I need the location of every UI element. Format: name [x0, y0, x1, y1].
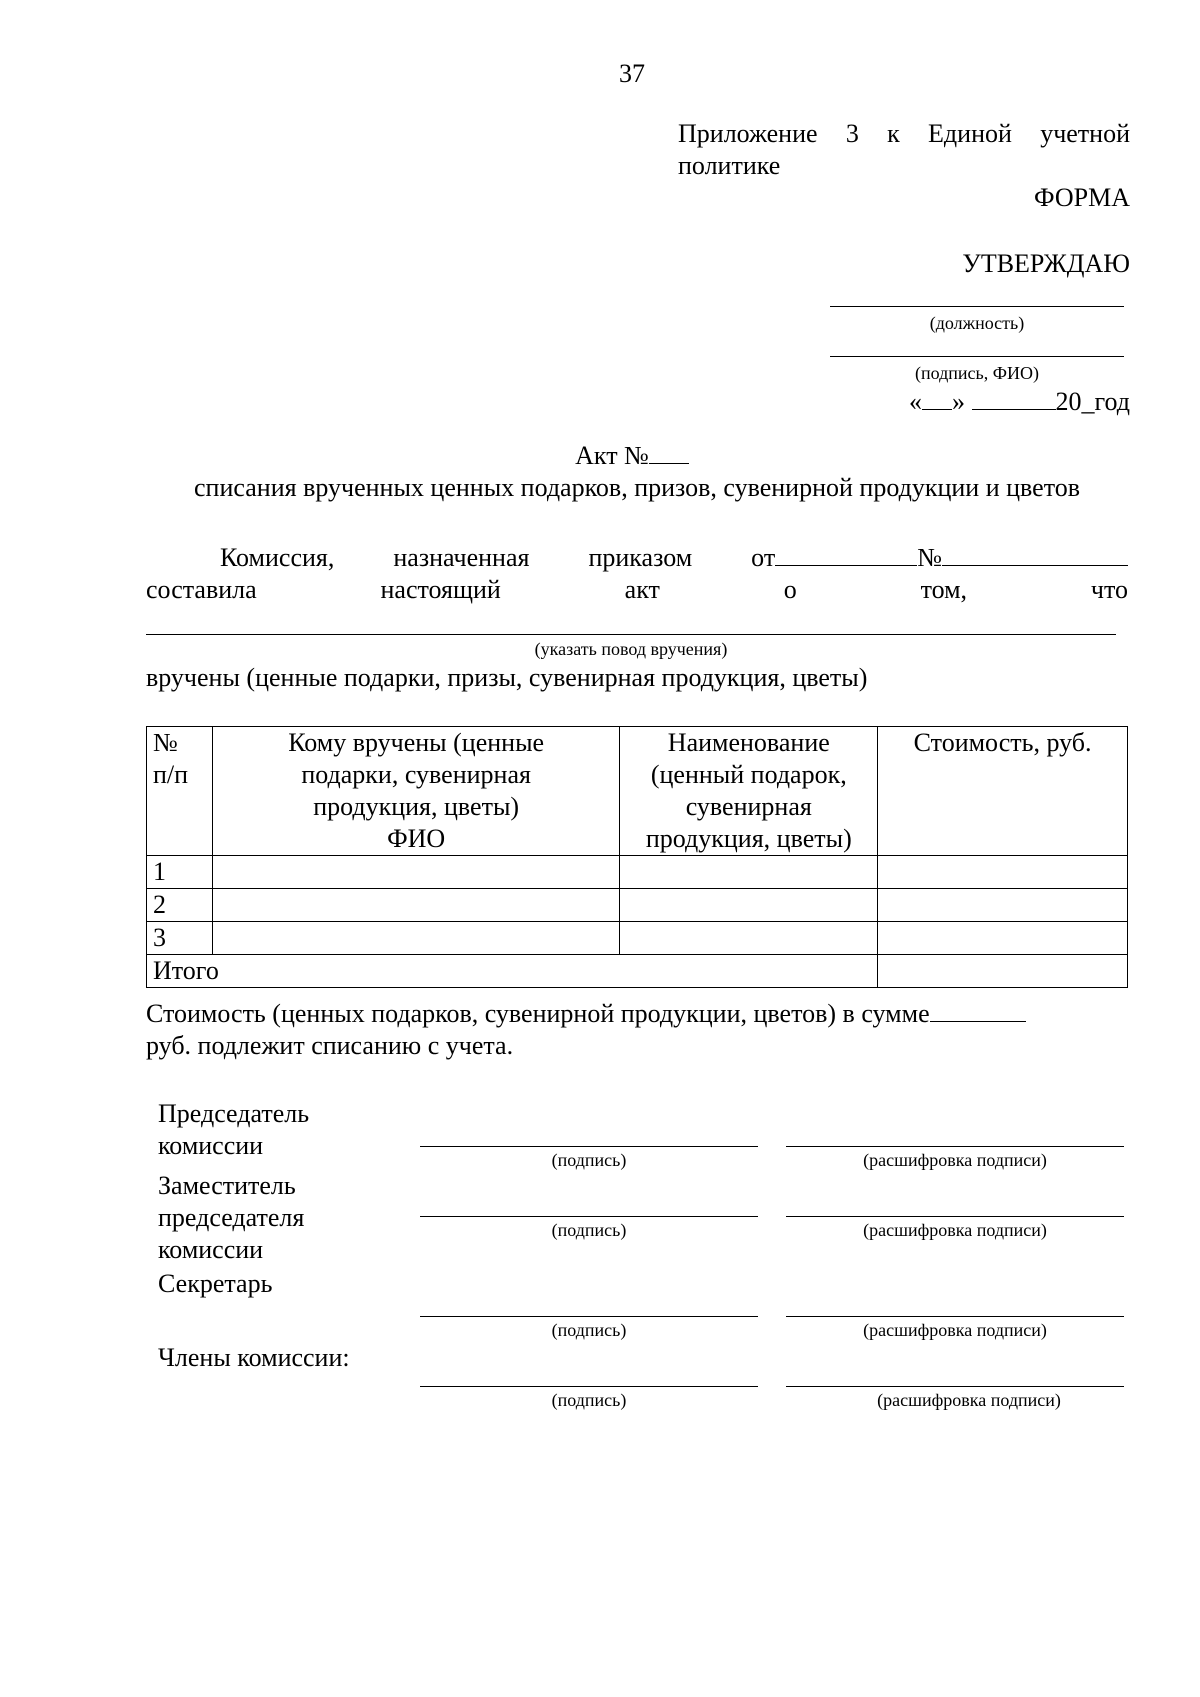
gifts-table: [146, 726, 1128, 988]
secretary-label: Секретарь: [158, 1269, 273, 1298]
year-suffix: _год: [1081, 387, 1130, 416]
secretary-signature-line[interactable]: [420, 1316, 758, 1317]
act-number-blank[interactable]: [649, 441, 689, 464]
header-item-name: [620, 727, 878, 856]
approval-date: [909, 386, 1130, 418]
position-field-line[interactable]: [830, 306, 1124, 307]
decoding-caption: (расшифровка подписи): [863, 1320, 1047, 1340]
cost-cell[interactable]: [878, 922, 1128, 955]
chairman-label-line: комиссии: [158, 1131, 264, 1160]
commission-word: том,: [920, 575, 968, 604]
chairman-decoding-line[interactable]: [786, 1146, 1124, 1147]
sum-amount-blank[interactable]: [930, 999, 1026, 1022]
approval-title: УТВЕРЖДАЮ: [962, 249, 1130, 278]
header-item-name-text: Наименование (ценный подарок, сувенирная продукция, цветы): [645, 728, 852, 853]
header-number-text: № п/п: [153, 728, 189, 789]
act-title: [0, 440, 1200, 472]
deputy-label-line: председателя: [158, 1203, 305, 1232]
reason-caption: (указать повод вручения): [534, 639, 728, 659]
handed-items-text: вручены (ценные подарки, призы, сувенирная продукция, цветы): [146, 663, 868, 692]
sum-statement-text: Стоимость (ценных подарков, сувенирной продукции, цветов) в сумме: [146, 999, 930, 1028]
commission-word: составила: [146, 575, 257, 604]
decoding-caption: (расшифровка подписи): [863, 1220, 1047, 1240]
table-row: [147, 889, 1128, 922]
table-total-row: [147, 955, 1128, 988]
header-recipient: [212, 727, 619, 856]
approver-signature-caption: (подпись, ФИО): [915, 363, 1039, 383]
deputy-decoding-line[interactable]: [786, 1216, 1124, 1217]
deputy-signature-line[interactable]: [420, 1216, 758, 1217]
act-subtitle: списания врученных ценных подарков, призов, сувенирной продукции и цветов: [194, 473, 1080, 502]
order-number-blank[interactable]: [942, 543, 1128, 566]
form-label: ФОРМА: [1034, 183, 1130, 212]
table-row: [147, 856, 1128, 889]
header-number: [147, 727, 213, 856]
signature-caption: (подпись): [551, 1150, 627, 1170]
item-name-cell[interactable]: [620, 856, 878, 889]
row-number: 2: [147, 889, 213, 922]
position-caption: (должность): [929, 313, 1025, 333]
appendix-reference: Приложение 3 к Единой учетной: [678, 119, 1130, 148]
header-recipient-text: Кому вручены (ценные подарки, сувенирная продукция, цветы) ФИО: [288, 728, 545, 853]
decoding-caption: (расшифровка подписи): [877, 1390, 1061, 1410]
signature-caption: (подпись): [551, 1390, 627, 1410]
member-decoding-line[interactable]: [786, 1386, 1124, 1387]
commission-statement-line2: [146, 574, 1128, 606]
total-label: Итого: [147, 955, 878, 988]
commission-word: Комиссия,: [220, 543, 335, 572]
commission-word: настоящий: [380, 575, 501, 604]
sum-statement-continued: руб. подлежит списанию с учета.: [146, 1031, 514, 1060]
recipient-cell[interactable]: [212, 922, 619, 955]
appendix-reference-continued: политике: [678, 151, 781, 180]
order-date-field: [751, 542, 1128, 574]
day-blank[interactable]: [922, 387, 952, 410]
from-label: от: [751, 543, 776, 572]
table-row: [147, 922, 1128, 955]
number-sign: №: [917, 543, 942, 572]
recipient-cell[interactable]: [212, 856, 619, 889]
header-cost-text: Стоимость, руб.: [913, 728, 1092, 757]
order-date-blank[interactable]: [775, 543, 917, 566]
total-cost-cell[interactable]: [878, 955, 1128, 988]
chairman-signature-line[interactable]: [420, 1146, 758, 1147]
row-number: 3: [147, 922, 213, 955]
commission-word: акт: [624, 575, 660, 604]
item-name-cell[interactable]: [620, 922, 878, 955]
deputy-label: [158, 1170, 304, 1266]
cost-cell[interactable]: [878, 856, 1128, 889]
approver-signature-line[interactable]: [830, 356, 1124, 357]
reason-field-line[interactable]: [146, 634, 1116, 635]
header-cost: [878, 727, 1128, 856]
recipient-cell[interactable]: [212, 889, 619, 922]
table-header-row: [147, 727, 1128, 856]
commission-word: что: [1090, 575, 1128, 604]
page-number: 37: [619, 59, 645, 88]
year-prefix: 20: [1055, 387, 1082, 416]
commission-word: приказом: [588, 543, 693, 572]
date-close-quote: »: [952, 387, 965, 416]
row-number: 1: [147, 856, 213, 889]
month-blank[interactable]: [972, 387, 1056, 410]
member-signature-line[interactable]: [420, 1386, 758, 1387]
commission-word: назначенная: [393, 543, 530, 572]
sum-statement: [146, 998, 1128, 1030]
commission-word: о: [783, 575, 797, 604]
date-open-quote: «: [909, 387, 922, 416]
act-title-text: Акт №: [575, 441, 649, 470]
secretary-decoding-line[interactable]: [786, 1316, 1124, 1317]
deputy-label-line: Заместитель: [158, 1171, 296, 1200]
decoding-caption: (расшифровка подписи): [863, 1150, 1047, 1170]
commission-statement-line1: [146, 542, 1128, 574]
item-name-cell[interactable]: [620, 889, 878, 922]
chairman-label: [158, 1098, 309, 1162]
chairman-label-line: Председатель: [158, 1099, 310, 1128]
cost-cell[interactable]: [878, 889, 1128, 922]
signature-caption: (подпись): [551, 1220, 627, 1240]
signature-caption: (подпись): [551, 1320, 627, 1340]
deputy-label-line: комиссии: [158, 1235, 264, 1264]
members-label: Члены комиссии:: [158, 1343, 350, 1372]
